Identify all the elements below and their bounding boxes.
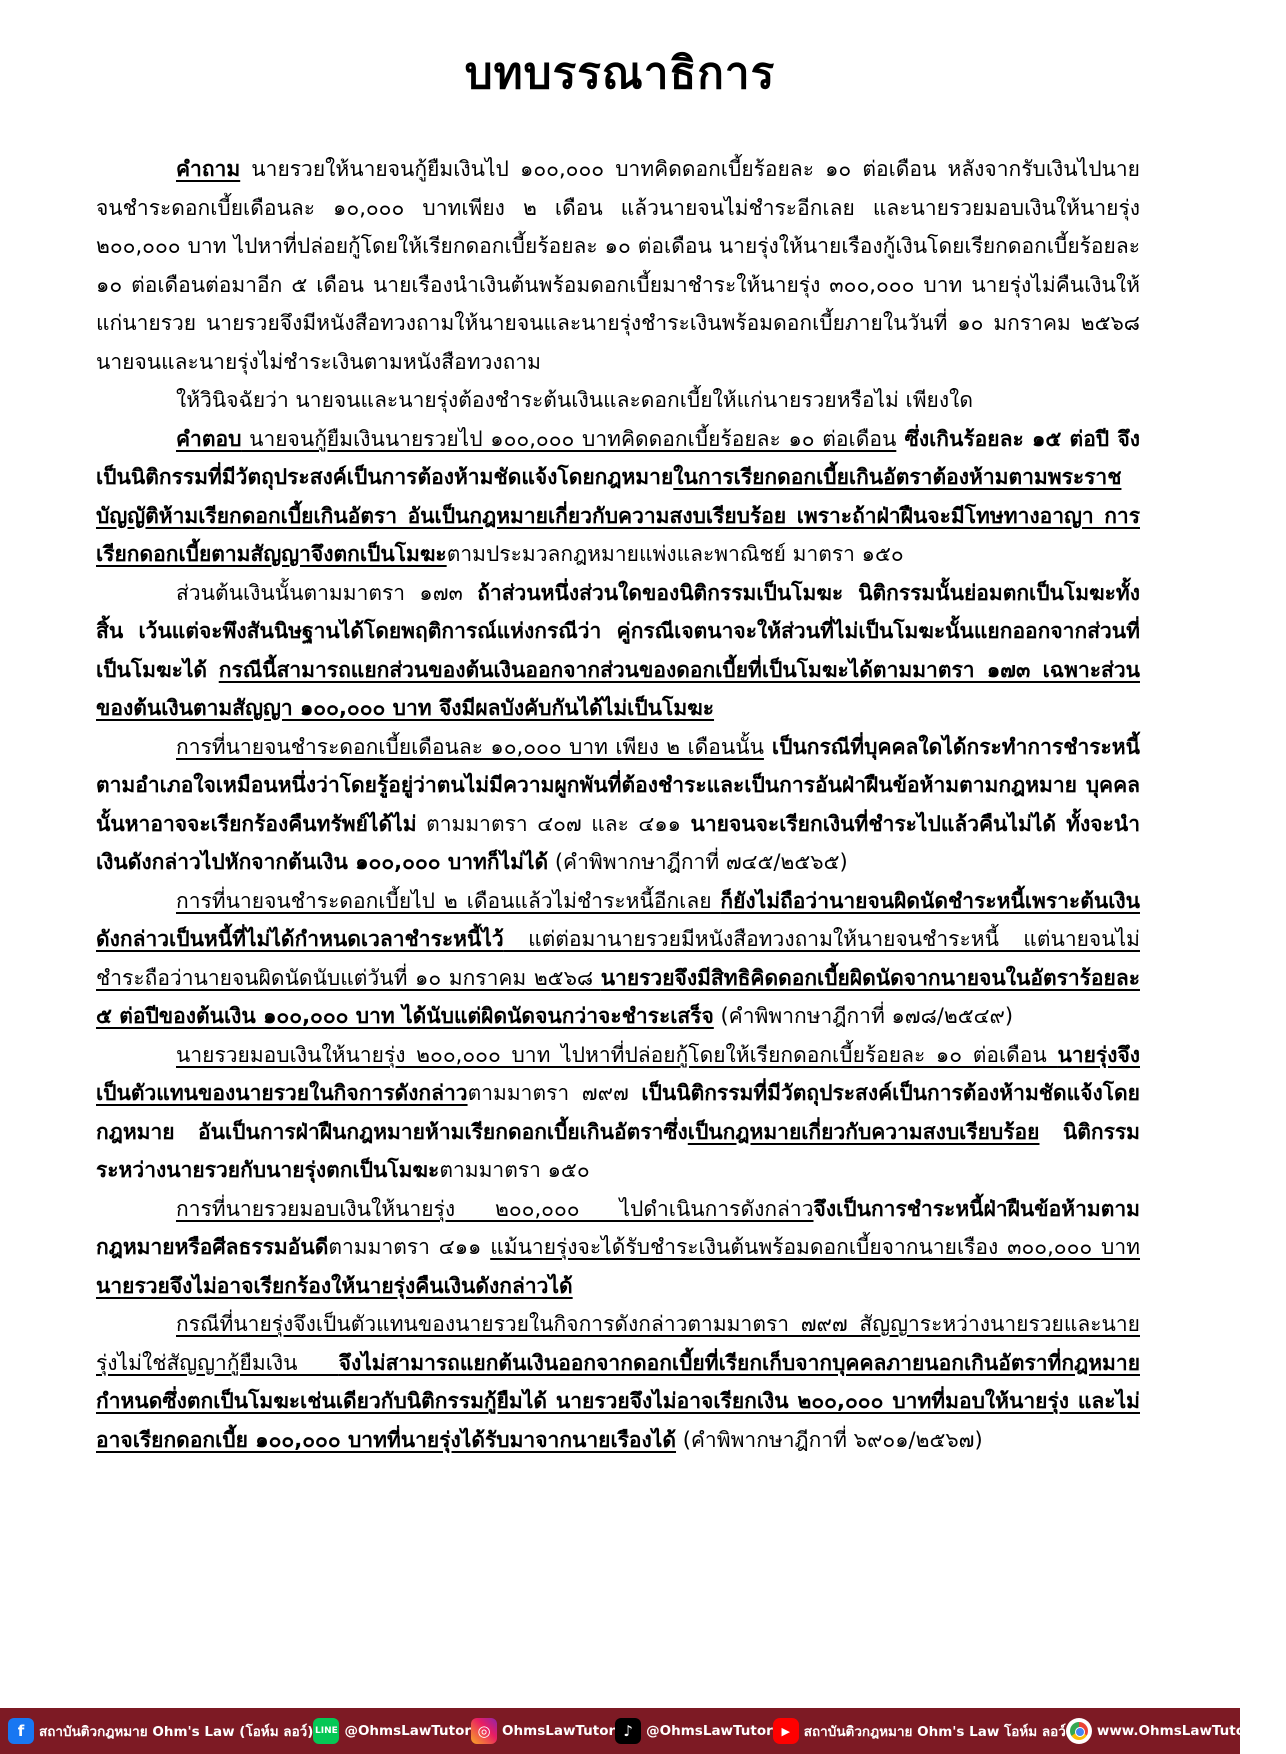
illegal-payment-paragraph: การที่นายรวยมอบเงินให้นายรุ่ง ๒๐๐,๐๐๐ ไปดำเนินการดังกล่าวจึงเป็นการชำระหนี้ฝ่าฝืนข้อห้ามตามกฎหมายหรือศีลธรรมอันดีตามมาตรา ๔๑๑ แม้นายรุ่งจะได้รับชำระเงินต้นพร้อมดอกเบี้ยจากนายเรือง ๓๐๐,๐๐๐ บาท นายรวยจึงไม่อาจเรียกร้องให้นายรุ่งคืนเงินดังกล่าวได้ [96, 1196, 1140, 1298]
answer-paragraph: คำตอบ นายจนกู้ยืมเงินนายรวยไป ๑๐๐,๐๐๐ บาทคิดดอกเบี้ยร้อยละ ๑๐ ต่อเดือน ซึ่งเกินร้อยละ ๑๕ ต่อปี จึงเป็นนิติกรรมที่มีวัตถุประสงค์เป็นการต้องห้ามชัดแจ้งโดยกฎหมายในการเรียกดอกเบี้ยเกินอัตราต้องห้ามตามพระราชบัญญัติห้ามเรียกดอกเบี้ยเกินอัตรา อันเป็นกฎหมายเกี่ยวกับความสงบเรียบร้อย เพราะถ้าฝ่าฝืนจะมีโทษทางอาญา การเรียกดอกเบี้ยตามสัญญาจึงตกเป็นโมฆะตามประมวลกฎหมายแพ่งและพาณิชย์ มาตรา ๑๕๐ [96, 426, 1140, 566]
facebook-link[interactable]: f สถาบันติวกฎหมาย Ohm's Law (โอห์ม ลอว์) [8, 1718, 313, 1744]
tiktok-icon: ♪ [615, 1718, 641, 1744]
social-footer [0, 1708, 1286, 1754]
chrome-icon [1066, 1718, 1092, 1744]
case-citation: (คำพิพากษาฎีกาที่ ๗๔๕/๒๕๖๕) [548, 850, 848, 874]
line-icon: LINE [313, 1718, 339, 1744]
agency-paragraph: นายรวยมอบเงินให้นายรุ่ง ๒๐๐,๐๐๐ บาท ไปหาที่ปล่อยกู้โดยให้เรียกดอกเบี้ยร้อยละ ๑๐ ต่อเดือน นายรุ่งจึงเป็นตัวแทนของนายรวยในกิจการดังกล่าวตามมาตรา ๗๙๗ เป็นนิติกรรมที่มีวัตถุประสงค์เป็นการต้องห้ามชัดแจ้งโดยกฎหมาย อันเป็นการฝ่าฝืนกฎหมายห้ามเรียกดอกเบี้ยเกินอัตราซึ่งเป็นกฎหมายเกี่ยวกับความสงบเรียบร้อย นิติกรรมระหว่างนายรวยกับนายรุ่งตกเป็นโมฆะตามมาตรา ๑๕๐ [96, 1042, 1140, 1182]
case-citation: (คำพิพากษาฎีกาที่ ๖๙๐๑/๒๕๖๗) [676, 1427, 983, 1452]
interest-paid-paragraph: การที่นายจนชำระดอกเบี้ยเดือนละ ๑๐,๐๐๐ บาท เพียง ๒ เดือนนั้น เป็นกรณีที่บุคคลใดได้กระทำการชำระหนี้ตามอำเภอใจเหมือนหนึ่งว่าโดยรู้อยู่ว่าตนไม่มีความผูกพันที่ต้องชำระและเป็นการอันฝ่าฝืนข้อห้ามตามกฎหมาย บุคคลนั้นหาอาจจะเรียกร้องคืนทรัพย์ได้ไม่ ตามมาตรา ๔๐๗ และ ๔๑๑ นายจนจะเรียกเงินที่ชำระไปแล้วคืนไม่ได้ ทั้งจะนำเงินดังกล่าวไปหักจากต้นเงิน ๑๐๐,๐๐๐ บาทก็ไม่ได้ (คำพิพากษาฎีกาที่ ๗๔๕/๒๕๖๕) [96, 734, 1141, 874]
answer-label: คำตอบ [176, 426, 242, 451]
line-link[interactable]: LINE @OhmsLawTutor [313, 1718, 471, 1744]
conclusion-paragraph: กรณีที่นายรุ่งจึงเป็นตัวแทนของนายรวยในกิจการดังกล่าวตามมาตรา ๗๙๗ สัญญาระหว่างนายรวยและนายรุ่งไม่ใช่สัญญากู้ยืมเงิน จึงไม่สามารถแยกต้นเงินออกจากดอกเบี้ยที่เรียกเก็บจากบุคคลภายนอกเกินอัตราที่กฎหมายกำหนดซึ่งตกเป็นโมฆะเช่นเดียวกับนิติกรรมกู้ยืมได้ นายรวยจึงไม่อาจเรียกเงิน ๒๐๐,๐๐๐ บาทที่มอบให้นายรุ่ง และไม่อาจเรียกดอกเบี้ย ๑๐๐,๐๐๐ บาทที่นายรุ่งได้รับมาจากนายเรืองได้ (คำพิพากษาฎีกาที่ ๖๙๐๑/๒๕๖๗) [96, 1312, 1140, 1452]
facebook-icon: f [8, 1718, 34, 1744]
website-link[interactable]: www.OhmsLawTutor.com [1066, 1718, 1286, 1744]
question-prompt: ให้วินิจฉัยว่า นายจนและนายรุ่งต้องชำระต้นเงินและดอกเบี้ยให้แก่นายรวยหรือไม่ เพียงใด [176, 388, 974, 412]
instagram-icon: ◎ [471, 1718, 497, 1744]
youtube-link[interactable]: ▶ สถาบันติวกฎหมาย Ohm's Law โอห์ม ลอว์ [773, 1718, 1066, 1744]
default-paragraph: การที่นายจนชำระดอกเบี้ยไป ๒ เดือนแล้วไม่ชำระหนี้อีกเลย ก็ยังไม่ถือว่านายจนผิดนัดชำระหนี้เพราะต้นเงินดังกล่าวเป็นหนี้ที่ไม่ได้กำหนดเวลาชำระหนี้ไว้ แต่ต่อมานายรวยมีหนังสือทวงถามให้นายจนชำระหนี้ แต่นายจนไม่ชำระถือว่านายจนผิดนัดนับแต่วันที่ ๑๐ มกราคม ๒๕๖๘ นายรวยจึงมีสิทธิคิดดอกเบี้ยผิดนัดจากนายจนในอัตราร้อยละ ๕ ต่อปีของต้นเงิน ๑๐๐,๐๐๐ บาท ได้นับแต่ผิดนัดจนกว่าจะชำระเสร็จ (คำพิพากษาฎีกาที่ ๑๗๘/๒๕๔๙) [96, 888, 1140, 1028]
tiktok-link[interactable]: ♪ @OhmsLawTutor [615, 1718, 773, 1744]
question-paragraph: คำถาม นายรวยให้นายจนกู้ยืมเงินไป ๑๐๐,๐๐๐ บาทคิดดอกเบี้ยร้อยละ ๑๐ ต่อเดือน หลังจากรับเงินไปนายจนชำระดอกเบี้ยเดือนละ ๑๐,๐๐๐ บาทเพียง ๒ เดือน แล้วนายจนไม่ชำระอีกเลย และนายรวยมอบเงินให้นายรุ่ง ๒๐๐,๐๐๐ บาท ไปหาที่ปล่อยกู้โดยให้เรียกดอกเบี้ยร้อยละ ๑๐ ต่อเดือน นายรุ่งให้นายเรืองกู้เงินโดยเรียกดอกเบี้ยร้อยละ ๑๐ ต่อเดือนต่อมาอีก ๕ เดือน นายเรืองนำเงินต้นพร้อมดอกเบี้ยมาชำระให้นายรุ่ง ๓๐๐,๐๐๐ บาท นายรุ่งไม่คืนเงินให้แก่นายรวย นายรวยจึงมีหนังสือทวงถามให้นายจนและนายรุ่งชำระเงินพร้อมดอกเบี้ยภายในวันที่ ๑๐ มกราคม ๒๕๖๘ นายจนและนายรุ่งไม่ชำระเงินตามหนังสือทวงถาม [96, 157, 1140, 374]
principal-paragraph: ส่วนต้นเงินนั้นตามมาตรา ๑๗๓ ถ้าส่วนหนึ่งส่วนใดของนิติกรรมเป็นโมฆะ นิติกรรมนั้นย่อมตกเป็นโมฆะทั้งสิ้น เว้นแต่จะพึงสันนิษฐานได้โดยพฤติการณ์แห่งกรณีว่า คู่กรณีเจตนาจะให้ส่วนที่ไม่เป็นโมฆะนั้นแยกออกจากส่วนที่เป็นโมฆะได้ กรณีนี้สามารถแยกส่วนของต้นเงินออกจากส่วนของดอกเบี้ยที่เป็นโมฆะได้ตามมาตรา ๑๗๓ เฉพาะส่วนของต้นเงินตามสัญญา ๑๐๐,๐๐๐ บาท จึงมีผลบังคับกันได้ไม่เป็นโมฆะ [96, 580, 1141, 720]
case-citation: (คำพิพากษาฎีกาที่ ๑๗๘/๒๕๔๙) [713, 1004, 1014, 1028]
instagram-link[interactable]: ◎ OhmsLawTutor [471, 1718, 615, 1744]
page-title: บทบรรณาธิการ [464, 48, 776, 99]
youtube-icon: ▶ [773, 1718, 799, 1744]
question-label: คำถาม [176, 157, 241, 181]
editorial-body [96, 150, 1140, 1459]
